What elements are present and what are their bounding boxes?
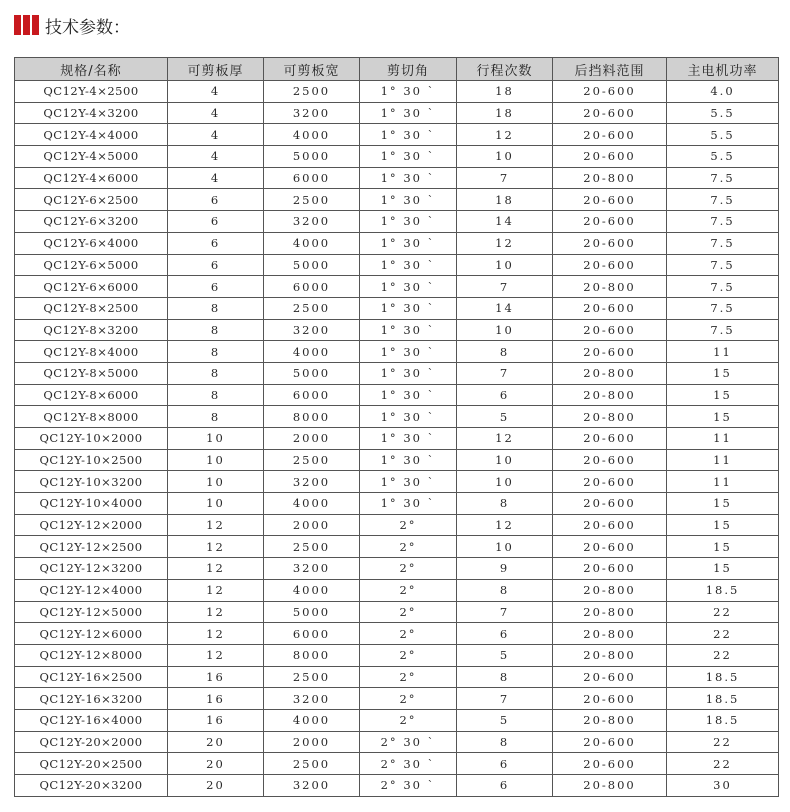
column-header-backgauge: 后挡料范围	[553, 58, 667, 81]
cell-width: 2500	[264, 81, 360, 103]
cell-motor-power: 11	[667, 449, 779, 471]
cell-angle: 2°	[360, 666, 457, 688]
cell-thickness: 20	[168, 731, 264, 753]
table-row	[15, 232, 779, 254]
cell-model: QC12Y-16×2500	[15, 666, 168, 688]
cell-backgauge: 20-600	[553, 753, 667, 775]
cell-strokes: 6	[457, 623, 553, 645]
table-row	[15, 124, 779, 146]
cell-thickness: 6	[168, 276, 264, 298]
cell-backgauge: 20-600	[553, 471, 667, 493]
cell-strokes: 10	[457, 146, 553, 168]
cell-motor-power: 15	[667, 406, 779, 428]
cell-model: QC12Y-10×3200	[15, 471, 168, 493]
cell-strokes: 8	[457, 731, 553, 753]
cell-width: 3200	[264, 102, 360, 124]
table-row	[15, 579, 779, 601]
table-body	[15, 81, 779, 797]
cell-angle: 1° 30 `	[360, 471, 457, 493]
cell-angle: 1° 30 `	[360, 146, 457, 168]
cell-width: 2500	[264, 297, 360, 319]
table-row	[15, 406, 779, 428]
cell-width: 3200	[264, 471, 360, 493]
cell-strokes: 7	[457, 362, 553, 384]
cell-width: 4000	[264, 579, 360, 601]
cell-motor-power: 15	[667, 536, 779, 558]
cell-thickness: 4	[168, 124, 264, 146]
cell-model: QC12Y-16×4000	[15, 709, 168, 731]
cell-thickness: 20	[168, 775, 264, 797]
cell-motor-power: 18.5	[667, 666, 779, 688]
cell-model: QC12Y-6×3200	[15, 211, 168, 233]
column-header-angle: 剪切角	[360, 58, 457, 81]
cell-width: 2500	[264, 449, 360, 471]
cell-motor-power: 18.5	[667, 709, 779, 731]
cell-thickness: 8	[168, 341, 264, 363]
cell-width: 5000	[264, 362, 360, 384]
cell-backgauge: 20-800	[553, 362, 667, 384]
cell-width: 6000	[264, 167, 360, 189]
cell-thickness: 12	[168, 579, 264, 601]
cell-angle: 2°	[360, 514, 457, 536]
title-marker-bar	[14, 15, 21, 35]
cell-thickness: 20	[168, 753, 264, 775]
cell-angle: 1° 30 `	[360, 167, 457, 189]
cell-strokes: 6	[457, 775, 553, 797]
cell-thickness: 6	[168, 211, 264, 233]
cell-model: QC12Y-8×8000	[15, 406, 168, 428]
cell-strokes: 7	[457, 688, 553, 710]
cell-width: 4000	[264, 232, 360, 254]
column-header-width: 可剪板宽	[264, 58, 360, 81]
cell-motor-power: 7.5	[667, 189, 779, 211]
table-row	[15, 644, 779, 666]
cell-backgauge: 20-600	[553, 211, 667, 233]
cell-thickness: 4	[168, 146, 264, 168]
cell-angle: 2°	[360, 558, 457, 580]
cell-width: 4000	[264, 493, 360, 515]
cell-width: 6000	[264, 276, 360, 298]
cell-width: 3200	[264, 775, 360, 797]
table-row	[15, 146, 779, 168]
cell-width: 2500	[264, 753, 360, 775]
cell-model: QC12Y-10×2500	[15, 449, 168, 471]
cell-angle: 1° 30 `	[360, 124, 457, 146]
cell-motor-power: 15	[667, 514, 779, 536]
cell-angle: 2°	[360, 536, 457, 558]
cell-width: 6000	[264, 623, 360, 645]
cell-model: QC12Y-12×2500	[15, 536, 168, 558]
cell-thickness: 8	[168, 384, 264, 406]
table-row	[15, 753, 779, 775]
cell-backgauge: 20-800	[553, 276, 667, 298]
table-row	[15, 102, 779, 124]
cell-width: 3200	[264, 688, 360, 710]
cell-thickness: 6	[168, 254, 264, 276]
cell-backgauge: 20-600	[553, 102, 667, 124]
title-marker-icon	[14, 15, 41, 35]
table-row	[15, 297, 779, 319]
table-row	[15, 449, 779, 471]
cell-width: 8000	[264, 406, 360, 428]
table-row	[15, 341, 779, 363]
cell-angle: 1° 30 `	[360, 189, 457, 211]
cell-strokes: 12	[457, 232, 553, 254]
cell-width: 2500	[264, 536, 360, 558]
cell-model: QC12Y-8×4000	[15, 341, 168, 363]
cell-model: QC12Y-6×5000	[15, 254, 168, 276]
cell-angle: 1° 30 `	[360, 211, 457, 233]
table-row	[15, 189, 779, 211]
cell-width: 2500	[264, 666, 360, 688]
table-row	[15, 211, 779, 233]
cell-thickness: 8	[168, 362, 264, 384]
cell-width: 5000	[264, 601, 360, 623]
cell-motor-power: 22	[667, 731, 779, 753]
cell-motor-power: 22	[667, 601, 779, 623]
cell-strokes: 8	[457, 341, 553, 363]
cell-motor-power: 22	[667, 623, 779, 645]
cell-backgauge: 20-600	[553, 428, 667, 450]
cell-angle: 1° 30 `	[360, 362, 457, 384]
cell-angle: 1° 30 `	[360, 276, 457, 298]
cell-angle: 1° 30 `	[360, 384, 457, 406]
cell-model: QC12Y-12×6000	[15, 623, 168, 645]
cell-angle: 2° 30 `	[360, 753, 457, 775]
cell-strokes: 18	[457, 81, 553, 103]
cell-motor-power: 5.5	[667, 124, 779, 146]
cell-model: QC12Y-8×6000	[15, 384, 168, 406]
cell-motor-power: 7.5	[667, 254, 779, 276]
cell-thickness: 12	[168, 536, 264, 558]
cell-angle: 1° 30 `	[360, 254, 457, 276]
cell-model: QC12Y-12×2000	[15, 514, 168, 536]
section-header	[14, 12, 130, 38]
cell-width: 4000	[264, 124, 360, 146]
cell-backgauge: 20-800	[553, 644, 667, 666]
cell-width: 4000	[264, 341, 360, 363]
cell-motor-power: 15	[667, 362, 779, 384]
cell-model: QC12Y-12×3200	[15, 558, 168, 580]
cell-width: 4000	[264, 709, 360, 731]
cell-backgauge: 20-600	[553, 558, 667, 580]
cell-strokes: 5	[457, 644, 553, 666]
cell-thickness: 12	[168, 601, 264, 623]
cell-motor-power: 4.0	[667, 81, 779, 103]
cell-strokes: 7	[457, 167, 553, 189]
cell-angle: 1° 30 `	[360, 428, 457, 450]
cell-strokes: 12	[457, 514, 553, 536]
cell-motor-power: 22	[667, 644, 779, 666]
cell-strokes: 10	[457, 319, 553, 341]
cell-motor-power: 11	[667, 428, 779, 450]
cell-thickness: 16	[168, 709, 264, 731]
cell-backgauge: 20-800	[553, 406, 667, 428]
cell-strokes: 7	[457, 601, 553, 623]
cell-backgauge: 20-600	[553, 341, 667, 363]
title-marker-bar	[23, 15, 30, 35]
cell-width: 2000	[264, 731, 360, 753]
cell-width: 2500	[264, 189, 360, 211]
cell-model: QC12Y-4×2500	[15, 81, 168, 103]
cell-strokes: 7	[457, 276, 553, 298]
cell-width: 6000	[264, 384, 360, 406]
cell-motor-power: 18.5	[667, 688, 779, 710]
cell-angle: 1° 30 `	[360, 341, 457, 363]
table-row	[15, 81, 779, 103]
cell-model: QC12Y-4×4000	[15, 124, 168, 146]
cell-angle: 1° 30 `	[360, 232, 457, 254]
cell-model: QC12Y-4×3200	[15, 102, 168, 124]
cell-model: QC12Y-8×5000	[15, 362, 168, 384]
cell-model: QC12Y-20×2000	[15, 731, 168, 753]
cell-model: QC12Y-6×2500	[15, 189, 168, 211]
table-row	[15, 362, 779, 384]
cell-strokes: 6	[457, 753, 553, 775]
cell-angle: 1° 30 `	[360, 493, 457, 515]
cell-thickness: 12	[168, 514, 264, 536]
cell-strokes: 8	[457, 493, 553, 515]
cell-width: 8000	[264, 644, 360, 666]
cell-motor-power: 7.5	[667, 297, 779, 319]
cell-motor-power: 7.5	[667, 276, 779, 298]
cell-angle: 1° 30 `	[360, 81, 457, 103]
cell-model: QC12Y-12×4000	[15, 579, 168, 601]
cell-backgauge: 20-600	[553, 319, 667, 341]
cell-model: QC12Y-8×2500	[15, 297, 168, 319]
cell-strokes: 12	[457, 124, 553, 146]
cell-thickness: 12	[168, 644, 264, 666]
cell-model: QC12Y-10×2000	[15, 428, 168, 450]
section-title: 技术参数：	[45, 17, 130, 38]
cell-thickness: 10	[168, 471, 264, 493]
cell-strokes: 18	[457, 189, 553, 211]
cell-width: 5000	[264, 254, 360, 276]
cell-model: QC12Y-16×3200	[15, 688, 168, 710]
cell-width: 2000	[264, 428, 360, 450]
cell-motor-power: 11	[667, 471, 779, 493]
table-row	[15, 536, 779, 558]
cell-angle: 1° 30 `	[360, 319, 457, 341]
cell-backgauge: 20-600	[553, 146, 667, 168]
table-row	[15, 254, 779, 276]
cell-angle: 2°	[360, 623, 457, 645]
cell-thickness: 4	[168, 167, 264, 189]
cell-width: 3200	[264, 319, 360, 341]
cell-model: QC12Y-12×5000	[15, 601, 168, 623]
column-header-model: 规格/名称	[15, 58, 168, 81]
cell-thickness: 4	[168, 81, 264, 103]
cell-backgauge: 20-800	[553, 709, 667, 731]
cell-angle: 2°	[360, 688, 457, 710]
cell-motor-power: 7.5	[667, 232, 779, 254]
cell-model: QC12Y-6×4000	[15, 232, 168, 254]
table-row	[15, 731, 779, 753]
cell-model: QC12Y-4×6000	[15, 167, 168, 189]
cell-model: QC12Y-6×6000	[15, 276, 168, 298]
cell-strokes: 10	[457, 449, 553, 471]
cell-motor-power: 7.5	[667, 211, 779, 233]
cell-backgauge: 20-600	[553, 254, 667, 276]
cell-motor-power: 5.5	[667, 102, 779, 124]
cell-backgauge: 20-800	[553, 167, 667, 189]
table-row	[15, 384, 779, 406]
cell-thickness: 6	[168, 232, 264, 254]
cell-model: QC12Y-20×3200	[15, 775, 168, 797]
cell-backgauge: 20-600	[553, 297, 667, 319]
cell-angle: 2°	[360, 644, 457, 666]
cell-width: 2000	[264, 514, 360, 536]
cell-thickness: 16	[168, 666, 264, 688]
cell-strokes: 14	[457, 297, 553, 319]
cell-motor-power: 7.5	[667, 167, 779, 189]
cell-backgauge: 20-600	[553, 232, 667, 254]
cell-strokes: 14	[457, 211, 553, 233]
cell-thickness: 12	[168, 558, 264, 580]
cell-thickness: 8	[168, 297, 264, 319]
table-header-row	[15, 58, 779, 81]
cell-strokes: 10	[457, 536, 553, 558]
cell-backgauge: 20-600	[553, 666, 667, 688]
title-marker-bar	[32, 15, 39, 35]
cell-backgauge: 20-600	[553, 688, 667, 710]
table-row	[15, 319, 779, 341]
cell-model: QC12Y-8×3200	[15, 319, 168, 341]
spec-table	[14, 57, 779, 797]
cell-model: QC12Y-4×5000	[15, 146, 168, 168]
cell-strokes: 10	[457, 254, 553, 276]
column-header-motor-power: 主电机功率	[667, 58, 779, 81]
cell-angle: 2° 30 `	[360, 775, 457, 797]
cell-backgauge: 20-600	[553, 536, 667, 558]
table-row	[15, 428, 779, 450]
table-row	[15, 688, 779, 710]
cell-backgauge: 20-600	[553, 493, 667, 515]
cell-backgauge: 20-800	[553, 601, 667, 623]
cell-model: QC12Y-20×2500	[15, 753, 168, 775]
table-row	[15, 623, 779, 645]
table-row	[15, 709, 779, 731]
cell-width: 3200	[264, 211, 360, 233]
cell-backgauge: 20-800	[553, 623, 667, 645]
table-row	[15, 167, 779, 189]
cell-backgauge: 20-600	[553, 189, 667, 211]
cell-thickness: 10	[168, 428, 264, 450]
table-row	[15, 601, 779, 623]
cell-motor-power: 30	[667, 775, 779, 797]
cell-motor-power: 18.5	[667, 579, 779, 601]
cell-angle: 1° 30 `	[360, 102, 457, 124]
cell-motor-power: 22	[667, 753, 779, 775]
cell-thickness: 10	[168, 449, 264, 471]
cell-width: 3200	[264, 558, 360, 580]
cell-motor-power: 5.5	[667, 146, 779, 168]
cell-strokes: 12	[457, 428, 553, 450]
cell-motor-power: 15	[667, 558, 779, 580]
cell-motor-power: 15	[667, 384, 779, 406]
cell-backgauge: 20-600	[553, 124, 667, 146]
cell-strokes: 5	[457, 406, 553, 428]
cell-strokes: 8	[457, 579, 553, 601]
cell-backgauge: 20-800	[553, 579, 667, 601]
cell-strokes: 6	[457, 384, 553, 406]
cell-backgauge: 20-800	[553, 775, 667, 797]
cell-angle: 1° 30 `	[360, 449, 457, 471]
cell-strokes: 10	[457, 471, 553, 493]
column-header-thickness: 可剪板厚	[168, 58, 264, 81]
cell-backgauge: 20-600	[553, 81, 667, 103]
cell-strokes: 5	[457, 709, 553, 731]
cell-thickness: 8	[168, 406, 264, 428]
cell-thickness: 8	[168, 319, 264, 341]
cell-strokes: 8	[457, 666, 553, 688]
cell-thickness: 12	[168, 623, 264, 645]
cell-thickness: 16	[168, 688, 264, 710]
table-row	[15, 514, 779, 536]
cell-backgauge: 20-600	[553, 731, 667, 753]
cell-motor-power: 15	[667, 493, 779, 515]
column-header-strokes: 行程次数	[457, 58, 553, 81]
table-row	[15, 558, 779, 580]
cell-model: QC12Y-12×8000	[15, 644, 168, 666]
cell-strokes: 9	[457, 558, 553, 580]
cell-thickness: 10	[168, 493, 264, 515]
cell-strokes: 18	[457, 102, 553, 124]
cell-backgauge: 20-600	[553, 514, 667, 536]
cell-angle: 2°	[360, 709, 457, 731]
table-row	[15, 493, 779, 515]
cell-motor-power: 11	[667, 341, 779, 363]
cell-angle: 2° 30 `	[360, 731, 457, 753]
cell-angle: 2°	[360, 579, 457, 601]
cell-angle: 1° 30 `	[360, 297, 457, 319]
cell-angle: 2°	[360, 601, 457, 623]
table-row	[15, 666, 779, 688]
cell-backgauge: 20-800	[553, 384, 667, 406]
cell-backgauge: 20-600	[553, 449, 667, 471]
cell-thickness: 4	[168, 102, 264, 124]
table-row	[15, 471, 779, 493]
table-row	[15, 276, 779, 298]
cell-width: 5000	[264, 146, 360, 168]
table-row	[15, 775, 779, 797]
cell-angle: 1° 30 `	[360, 406, 457, 428]
cell-model: QC12Y-10×4000	[15, 493, 168, 515]
cell-motor-power: 7.5	[667, 319, 779, 341]
cell-thickness: 6	[168, 189, 264, 211]
